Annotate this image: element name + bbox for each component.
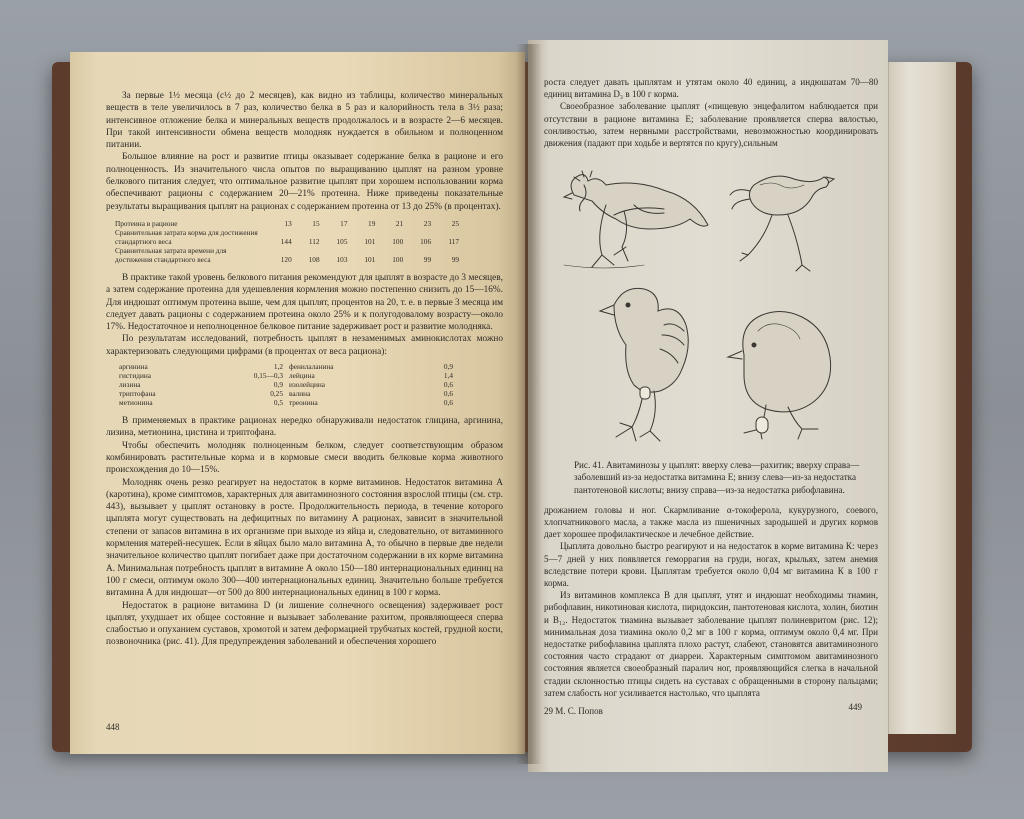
table-row: [116, 371, 456, 380]
table-cell: 101: [364, 236, 376, 246]
paragraph: роста следует давать цыплятам и утятам около 40 единиц, а индюшатам 70—80 единиц витамина D₃ в 100 г корма.: [544, 77, 878, 100]
table-cell: 1,4: [443, 371, 453, 381]
table-row: [112, 219, 462, 228]
table-cell: 144: [280, 236, 292, 246]
table-cell: 0,6: [443, 398, 453, 408]
table-cell: 117: [448, 236, 459, 246]
table-cell: лизина: [119, 380, 141, 390]
table-row: [116, 362, 456, 371]
paragraph: дрожанием головы и ног. Скармливание α-токоферола, кукурузного, соевого, хлопчатникового масла, а также масла из пшеничных зародышей и других кормов дает хорошее профилактическое и лечебное действие.: [544, 504, 878, 540]
table-cell: 100: [392, 254, 404, 264]
paragraph: Молодняк очень резко реагирует на недостаток в корме витаминов. Недостаток витамина А (каротина), кроме симптомов, характерных для авитаминозного состояния взрослой птицы (см. стр. 443), вызывает у цыплят остановку в росте. Продолжительность периода, в течение которого цыплята могут существовать на дефицитных по витамину А рационах, зависит в значительной степени от запасов витамина в их организме при выходе из яйца и, следовательно, от витаминного кормления матерей-несушек. Если в яйцах было мало витамина А, то обычно в первые две недели значительное количество цыплят погибает даже при достаточном содержании в их корме витамина А. Минимальная потребность цыплят в витамине А около 150—180 интернациональных единиц на 100 г смеси, оптимум около 300—400 интернациональных единиц. Значительно больше требуется витамина А для индюшат—от 500 до 800 интернациональных единиц в 100 г корма.: [106, 477, 503, 599]
table-cell: 99: [451, 254, 459, 264]
paragraph: За первые 1½ месяца (с½ до 2 месяцев), как видно из таблицы, количество минеральных веществ в теле увеличилось в 7 раз, количество белка в 5 раз и калорийность тела в 3½ раза; интенсивное отложение белка и минеральных веществ продолжалось и в возрасте 2—6 месяцев. При такой интенсивности обмена веществ молодняк нуждается в обильном и полноценном питании.: [106, 91, 503, 151]
table-cell: 0,9: [273, 380, 283, 390]
table-cell: 25: [451, 218, 459, 228]
table-cell: 112: [308, 236, 320, 246]
pantothenic-acid-chick-drawing: [600, 289, 688, 442]
paragraph: Недостаток в рационе витамина D (и лишение солнечного освещения) задерживает рост цыплят, ухудшает их общее состояние и вызывает заболевание рахитом, проявляющееся сперва слабостью и опуханием суставов, хромотой и затем деформацией трубчатых костей, грудной кости, позвоночника (рис. 41). Для предупреждения заболеваний и обеспечения хорошего: [106, 600, 503, 648]
table-cell: 103: [336, 254, 348, 264]
paragraph: Своеобразное заболевание цыплят («пищевую энцефалитом наблюдается при отсутствии в рационе витамина Е; заболевание проявляется сперва вялостью, сонливостью, затем нервными расстройствами, невозможностью координировать движения (падают при ходьбе и вертятся по кругу),сильным: [544, 101, 878, 149]
table-cell: 21: [395, 218, 404, 228]
book-gutter: [516, 44, 542, 764]
table-cell: 23: [423, 218, 432, 228]
paragraph: В применяемых в практике рационах нередко обнаруживали недостаток глицина, аргинина, лизина, метионина, цистина и триптофана.: [106, 416, 503, 439]
table-cell: треонина: [288, 398, 318, 408]
table-cell: 0,6: [443, 380, 453, 390]
riboflavin-chick-drawing: [728, 312, 831, 440]
table-cell: 100: [392, 236, 404, 246]
table-row: [112, 246, 462, 264]
figure-41-illustration: [544, 155, 874, 455]
table-row: [116, 389, 456, 398]
table-cell: 0,6: [443, 389, 453, 399]
rachitic-chicken-drawing: [564, 171, 708, 268]
table-cell: 0,25: [270, 389, 283, 399]
table-cell: 0,5: [273, 398, 283, 408]
table-cell: лейцина: [288, 371, 315, 381]
table-cell: 0,9: [443, 362, 453, 372]
table-cell: аргинина: [119, 362, 148, 372]
paragraph: В практике такой уровень белкового питания рекомендуют для цыплят в возрасте до 3 месяцев, а затем содержание протеина для удешевления кормления можно постепенно снизить до 15—16%. Для индюшат оптимум протеина выше, чем для цыплят, процентов на 20, т. е. в первые 3 месяца им следует давать рационы с содержанием протеина около 25% и к полугодовалому возрасту—около 17%. Недостаточное и неполноценное белковое питание задерживает рост и развитие молодняка.: [106, 272, 503, 333]
table-cell: 108: [308, 254, 320, 264]
table-row: [116, 380, 456, 389]
table-cell: метионина: [119, 398, 153, 408]
right-page: [528, 40, 888, 772]
figure-caption: Рис. 41. Авитаминозы у цыплят: вверху слева—рахитик; вверху справа—заболевший из-за недостатка витамина Е; внизу слева—из-за недостатка пантотеновой кислоты; внизу справа—из-за недостатка рибофлавина.: [574, 460, 860, 495]
table-cell: 105: [336, 236, 348, 246]
table-row: [116, 398, 456, 407]
table-cell: валина: [288, 389, 311, 399]
table-cell: 13: [284, 218, 292, 228]
table-cell: Сравнительная затрата корма для достижения стандартного веса: [115, 227, 258, 246]
protein-table: [112, 219, 462, 264]
table-cell: триптофана: [119, 389, 156, 399]
vitamin-e-chick-drawing: [730, 176, 834, 271]
table-cell: гистидина: [119, 371, 151, 381]
paragraph: Цыплята довольно быстро реагируют и на недостаток в корме витамина К: через 5—7 дней у них появляется геморрагия на груди, ногах, крыльях, затем анемия вследствие потери крови. Цыплятам требуется около 0,04 мг витамина К в 100 г корма.: [544, 541, 878, 589]
table-cell: 19: [368, 218, 376, 228]
table-cell: фенилаланина: [288, 362, 334, 372]
paragraph: Большое влияние на рост и развитие птицы оказывает содержание белка в рационе и его полноценность. Из значительного числа опытов по выращиванию цыплят на разном уровне белкового питания следует, что оптимальное развитие цыплят при хорошем использовании корма обеспечивают рационы с содержанием 20—21% протеина. Ниже приведены показательные результаты выращивания цыплят на рационах с содержанием протеина от 13 до 25% (в процентах).: [106, 152, 503, 212]
table-row: [112, 228, 462, 246]
paragraph: По результатам исследований, потребность цыплят в незаменимых аминокислотах можно характеризовать следующими цифрами (в процентах от веса рациона):: [106, 334, 503, 357]
table-cell: Сравнительная затрата времени для достижения стандартного веса: [115, 245, 227, 264]
table-cell: 106: [420, 236, 432, 246]
table-cell: 99: [423, 254, 432, 264]
table-cell: 120: [280, 254, 292, 264]
page-number: 449: [848, 702, 862, 712]
page-edges: [888, 62, 956, 734]
table-cell: 101: [364, 254, 376, 264]
paragraph: Чтобы обеспечить молодняк полноценным белком, следует соответствующим образом комбинировать растительные корма и в кормовые смеси вводить белковые корма животного происхождения до 10—15%.: [106, 440, 503, 476]
paragraph: Из витаминов комплекса В для цыплят, утят и индюшат необходимы тиамин, рибофлавин, никотиновая кислота, пиридоксин, пантотеновая кислота, холин, биотин и B₁₂. Недостаток тиамина вызывает заболевание цыплят полиневритом (рис. 12); минимальная доза тиамина около 0,2 мг в 100 г корма, оптимум около 0,4 мг. При недостатке рибофлавина цыплята плохо растут, слабеют, становятся авитаминозного состояния часто страдают от диарреи. Характерным симптомом авитаминозного состояния является своеобразный паралич ног, проявляющийся слегка в начальной стадии склонностью птицы сидеть на суставах с обращенными в сторону пальцами; затем слабость ног усиливается настолько, что цыплята: [544, 590, 878, 698]
table-cell: 0,15—0,3: [253, 371, 283, 381]
table-cell: 15: [312, 218, 320, 228]
chick-drawings: [544, 155, 874, 455]
table-cell: изолейцина: [288, 380, 326, 390]
signature-mark: 29 М. С. Попов: [544, 706, 603, 716]
table-cell: Протеина в рационе: [115, 218, 178, 228]
table-cell: 17: [340, 218, 348, 228]
left-page: [70, 52, 525, 754]
table-cell: 1,2: [273, 362, 283, 372]
page-number: 448: [106, 722, 120, 732]
amino-acid-table: [116, 362, 456, 407]
